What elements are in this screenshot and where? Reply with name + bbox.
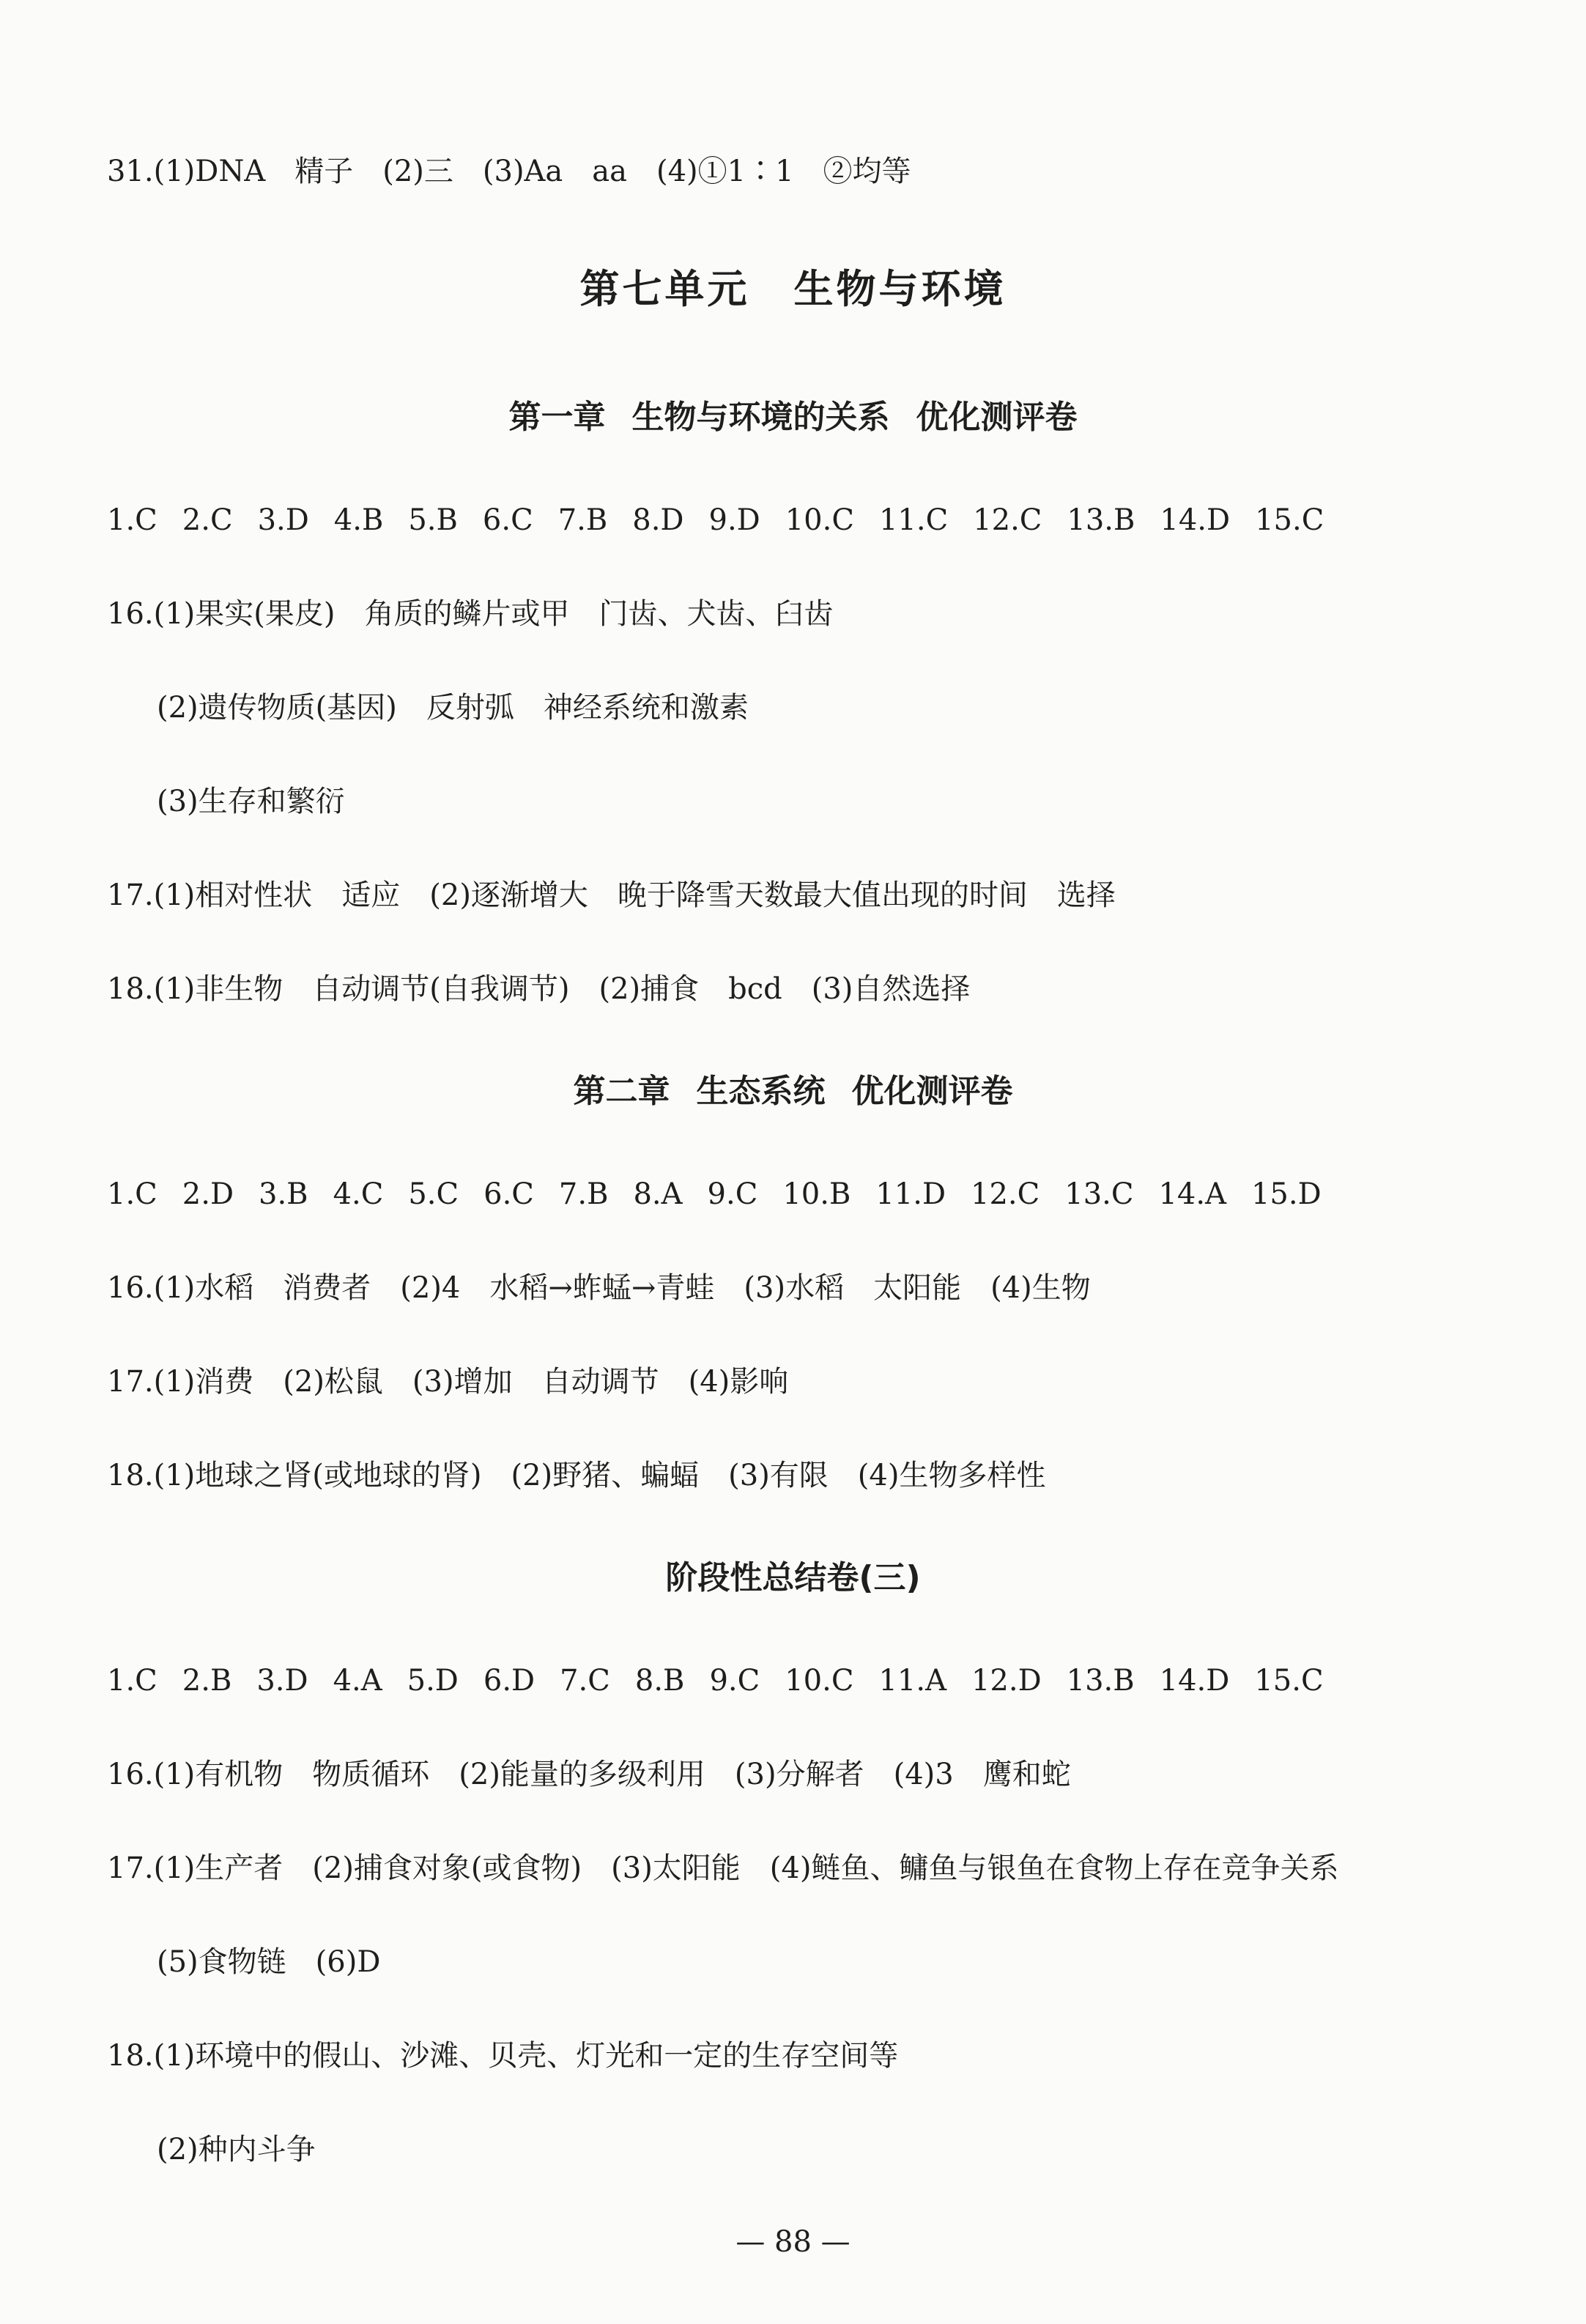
answer-item: 5.D [407, 1664, 459, 1698]
answer-item: 11.C [878, 503, 949, 537]
answer-item: 7.B [558, 1177, 609, 1211]
chapter2-q18: 18.(1)地球之肾(或地球的肾) (2)野猪、蝙蝠 (3)有限 (4)生物多样性 [107, 1459, 1046, 1492]
answer-item: 9.C [709, 1664, 760, 1698]
chapter2-title [0, 1073, 1586, 1110]
answer-item: 2.C [182, 503, 233, 537]
summary-title: 阶段性总结卷(三) [665, 1559, 921, 1596]
chapter2-q16: 16.(1)水稻 消费者 (2)4 水稻→蚱蜢→青蛙 (3)水稻 太阳能 (4)生物 [107, 1271, 1091, 1305]
answer-item: 11.A [878, 1664, 946, 1698]
answer-item: 10.C [785, 503, 854, 537]
answer-item: 2.D [182, 1177, 234, 1211]
chapter1-paper: 优化测评卷 [916, 399, 1078, 436]
chapter1-name: 生物与环境的关系 [631, 399, 890, 436]
page-number: — 88 — [735, 2225, 851, 2259]
summary-q18-line1: 18.(1)环境中的假山、沙滩、贝壳、灯光和一定的生存空间等 [107, 2039, 899, 2073]
answer-item: 10.B [782, 1177, 851, 1211]
chapter1-number: 第一章 [508, 399, 606, 436]
summary-q17-line1: 17.(1)生产者 (2)捕食对象(或食物) (3)太阳能 (4)鲢鱼、鳙鱼与银鱼在食物上存在竞争关系 [107, 1851, 1339, 1885]
chapter2-choice-answers [107, 1177, 1322, 1211]
answer-item: 14.A [1158, 1177, 1226, 1211]
chapter1-q18: 18.(1)非生物 自动调节(自我调节) (2)捕食 bcd (3)自然选择 [107, 972, 971, 1006]
answer-item: 1.C [107, 1177, 158, 1211]
answer-item: 3.B [259, 1177, 308, 1211]
answer-item: 14.D [1159, 1664, 1230, 1698]
chapter1-q16-line2: (2)遗传物质(基因) 反射弧 神经系统和激素 [157, 691, 749, 725]
answer-item: 4.B [333, 503, 384, 537]
answer-item: 1.C [107, 1664, 158, 1698]
chapter2-number: 第二章 [573, 1073, 670, 1110]
answer-line-31: 31.(1)DNA 精子 (2)三 (3)Aa aa (4)①1∶1 ②均等 [107, 155, 911, 188]
answer-item: 2.B [182, 1664, 232, 1698]
answer-item: 7.B [557, 503, 608, 537]
answer-item: 6.C [482, 503, 533, 537]
answer-item: 11.D [875, 1177, 946, 1211]
unit-title [0, 266, 1586, 312]
answer-item: 6.D [483, 1664, 536, 1698]
chapter1-q16-line1: 16.(1)果实(果皮) 角质的鳞片或甲 门齿、犬齿、臼齿 [107, 597, 834, 631]
chapter1-choice-answers [107, 503, 1324, 537]
answer-item: 1.C [107, 503, 158, 537]
answer-item: 14.D [1160, 503, 1231, 537]
answer-item: 9.D [708, 503, 760, 537]
answer-item: 3.D [256, 1664, 308, 1698]
answer-item: 12.D [971, 1664, 1042, 1698]
summary-q18-line2: (2)种内斗争 [157, 2133, 316, 2166]
answer-item: 13.B [1067, 503, 1135, 537]
answer-item: 15.C [1255, 503, 1324, 537]
answer-item: 3.D [257, 503, 309, 537]
answer-item: 5.B [408, 503, 458, 537]
chapter1-title [0, 401, 1586, 434]
summary-q16: 16.(1)有机物 物质循环 (2)能量的多级利用 (3)分解者 (4)3 鹰和蛇 [107, 1758, 1071, 1791]
answer-item: 8.D [632, 503, 684, 537]
answer-item: 13.C [1064, 1177, 1134, 1211]
answer-item: 8.B [634, 1664, 685, 1698]
answer-item: 6.C [483, 1177, 534, 1211]
chapter1-q16-line3: (3)生存和繁衍 [157, 785, 345, 818]
summary-q17-line2: (5)食物链 (6)D [157, 1945, 381, 1979]
answer-item: 12.C [971, 1177, 1040, 1211]
answer-item: 9.C [707, 1177, 758, 1211]
unit-title-name: 生物与环境 [793, 266, 1007, 312]
answer-item: 8.A [633, 1177, 683, 1211]
answer-item: 13.B [1066, 1664, 1135, 1698]
chapter2-name: 生态系统 [696, 1073, 826, 1110]
answer-item: 4.C [333, 1177, 384, 1211]
chapter2-q17: 17.(1)消费 (2)松鼠 (3)增加 自动调节 (4)影响 [107, 1365, 789, 1399]
answer-item: 10.C [785, 1664, 854, 1698]
answer-item: 15.C [1254, 1664, 1324, 1698]
answer-item: 15.D [1250, 1177, 1322, 1211]
answer-item: 7.C [560, 1664, 610, 1698]
chapter2-paper: 优化测评卷 [851, 1073, 1013, 1110]
unit-title-number: 第七单元 [579, 266, 750, 312]
answer-item: 12.C [973, 503, 1042, 537]
answer-item: 5.C [408, 1177, 459, 1211]
chapter1-q17: 17.(1)相对性状 适应 (2)逐渐增大 晚于降雪天数最大值出现的时间 选择 [107, 878, 1116, 912]
summary-choice-answers [107, 1664, 1324, 1698]
answer-item: 4.A [333, 1664, 382, 1698]
